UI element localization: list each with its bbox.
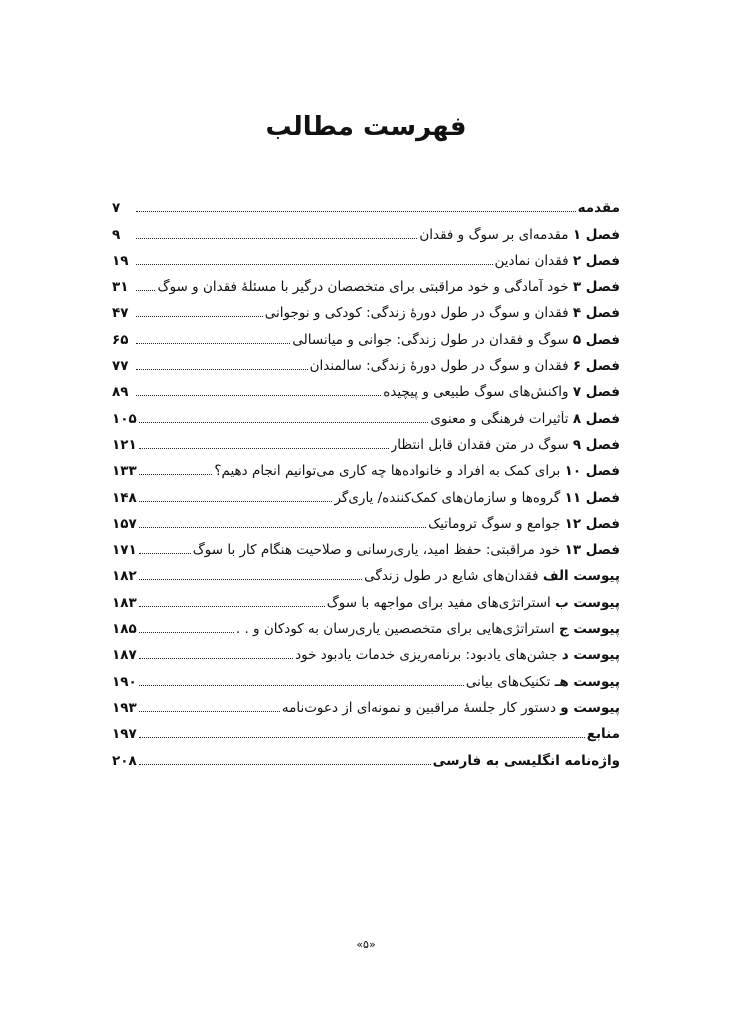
toc-entry-heading: پیوست ب	[555, 594, 620, 611]
toc-entry-label	[391, 437, 620, 453]
toc-entry-description: سوگ در متن فقدان قابل انتظار	[390, 436, 569, 453]
toc-entry-heading: فصل ۱۱	[564, 489, 620, 506]
dot-leader	[139, 474, 213, 475]
dot-leader	[136, 343, 290, 344]
toc-entry-description: برای کمک به افراد و خانواده‌ها چه کاری می‌توانیم انجام دهیم؟	[214, 463, 561, 480]
toc-entry-heading: مقدمه	[577, 200, 620, 217]
toc-entry-heading: فصل ۱۰	[564, 463, 620, 480]
toc-entry	[112, 348, 620, 374]
toc-entry	[112, 690, 620, 716]
dot-leader	[139, 685, 464, 686]
toc-entry-page: ۷۷	[112, 358, 129, 375]
toc-entry-description: خود مراقبتی: حفظ امید، یاری‌رسانی و صلاحیت هنگام کار با سوگ	[192, 542, 561, 559]
toc-entry-heading: فصل ۶	[572, 358, 620, 375]
toc-entry-heading: فصل ۳	[572, 279, 620, 296]
page-title: فهرست مطالب	[265, 112, 467, 142]
toc-entry-page: ۶۵	[112, 331, 129, 348]
toc-entry-label	[265, 305, 620, 321]
toc-entry	[112, 216, 620, 242]
toc-entry-page: ۱۹۰	[112, 673, 137, 690]
toc-entry-label	[295, 647, 620, 663]
toc-entry-page: ۸۹	[112, 384, 129, 401]
toc-entry	[112, 506, 620, 532]
toc-entry	[112, 584, 620, 610]
toc-entry-description: فقدان و سوگ در طول دورهٔ زندگی: سالمندان	[309, 358, 569, 375]
toc-entry-page: ۱۸۳	[112, 594, 137, 611]
dot-leader	[136, 395, 381, 396]
toc-entry	[112, 637, 620, 663]
toc-entry-label	[383, 384, 620, 400]
toc-entry-label	[578, 200, 620, 216]
toc-entry-page: ۱۴۸	[112, 489, 137, 506]
toc-entry-label	[236, 621, 620, 637]
toc-entry	[112, 243, 620, 269]
toc-entry	[112, 611, 620, 637]
toc-entry-heading: واژه‌نامه انگلیسی به فارسی	[432, 752, 620, 769]
toc-entry-page: ۴۷	[112, 305, 129, 322]
toc-entry-description: خود آمادگی و خود مراقبتی برای متخصصان درگیر با مسئلهٔ فقدان و سوگ	[157, 279, 569, 296]
toc-entry-label	[334, 490, 620, 506]
toc-entry-page: ۱۳۳	[112, 463, 137, 480]
toc-entry-label	[214, 463, 620, 479]
toc-entry-heading: فصل ۱	[572, 226, 620, 243]
toc-entry-heading: فصل ۱۳	[564, 542, 620, 559]
dot-leader	[136, 211, 576, 212]
toc-entry-description: واکنش‌های سوگ طبیعی و پیچیده	[383, 384, 569, 401]
toc-entry	[112, 532, 620, 558]
dot-leader	[139, 501, 333, 502]
toc-entry-label	[430, 411, 620, 427]
toc-entry-page: ۱۸۷	[112, 647, 137, 664]
toc-entry	[112, 479, 620, 505]
dot-leader	[136, 316, 263, 317]
toc-entry	[112, 453, 620, 479]
toc-entry-heading: پیوست هـ	[554, 673, 620, 690]
page-number: «۵»	[356, 938, 376, 951]
dot-leader	[139, 606, 325, 607]
toc-entry-description: جوامع و سوگ تروماتیک	[428, 515, 561, 532]
dot-leader	[136, 290, 155, 291]
toc-entry-page: ۷	[112, 200, 121, 217]
toc-entry-page: ۹	[112, 226, 121, 243]
dot-leader	[139, 448, 389, 449]
toc-entry-page: ۱۲۱	[112, 436, 137, 453]
table-of-contents	[112, 190, 620, 769]
toc-entry-description: فقدان و سوگ در طول دورهٔ زندگی: کودکی و نوجوانی	[264, 305, 569, 322]
toc-entry-description: سوگ و فقدان در طول زندگی: جوانی و میانسالی	[292, 331, 569, 348]
toc-entry-heading: فصل ۷	[572, 384, 620, 401]
toc-entry	[112, 558, 620, 584]
toc-entry-heading: پیوست الف	[542, 568, 620, 585]
toc-entry-label	[433, 753, 620, 769]
toc-entry-description: تکنیک‌های بیانی	[465, 673, 551, 690]
dot-leader	[139, 764, 431, 765]
toc-entry-heading: فصل ۹	[572, 436, 620, 453]
toc-entry-page: ۲۰۸	[112, 752, 137, 769]
toc-entry-label	[327, 595, 620, 611]
toc-entry-heading: فصل ۴	[572, 305, 620, 322]
toc-entry-label	[495, 253, 621, 269]
toc-entry-label	[157, 279, 620, 295]
dot-leader	[139, 527, 426, 528]
toc-entry-heading: فصل ۵	[572, 331, 620, 348]
toc-entry	[112, 742, 620, 768]
toc-entry-label	[282, 700, 620, 716]
toc-entry-description: دستور کار جلسهٔ مراقبین و نمونه‌ای از دعوت‌نامه	[281, 699, 556, 716]
toc-entry-description: جشن‌های یادبود: برنامه‌ریزی خدمات یادبود خود	[295, 647, 558, 664]
toc-entry-heading: فصل ۸	[572, 410, 620, 427]
toc-entry-description: مقدمه‌ای بر سوگ و فقدان	[419, 226, 569, 243]
toc-entry-page: ۳۱	[112, 279, 129, 296]
toc-entry-page: ۱۸۵	[112, 621, 137, 638]
toc-entry	[112, 321, 620, 347]
toc-entry-heading: پیوست د	[561, 647, 620, 664]
toc-entry-heading: پیوست ج	[558, 621, 620, 638]
toc-entry-description: استراتژی‌های مفید برای مواجهه با سوگ	[326, 594, 551, 611]
toc-entry-label	[419, 227, 620, 243]
toc-entry-page: ۱۹۳	[112, 699, 137, 716]
toc-entry-heading: فصل ۱۲	[564, 515, 620, 532]
dot-leader	[136, 238, 417, 239]
toc-entry-page: ۱۹	[112, 252, 129, 269]
toc-entry-label	[292, 332, 620, 348]
dot-leader	[139, 658, 293, 659]
toc-entry-label	[310, 358, 620, 374]
dot-leader	[139, 553, 191, 554]
toc-entry-page: ۱۵۷	[112, 515, 137, 532]
toc-entry-description: گروه‌ها و سازمان‌های کمک‌کننده/ یاری‌گر	[334, 489, 561, 506]
toc-entry	[112, 295, 620, 321]
toc-entry-description: فقدان‌های شایع در طول زندگی	[364, 568, 539, 585]
toc-entry-label	[364, 568, 620, 584]
toc-entry	[112, 269, 620, 295]
dot-leader	[136, 369, 308, 370]
dot-leader	[139, 579, 362, 580]
dot-leader	[139, 422, 429, 423]
toc-entry-label	[428, 516, 620, 532]
toc-entry	[112, 400, 620, 426]
toc-entry-page: ۱۸۲	[112, 568, 137, 585]
toc-entry-page: ۱۰۵	[112, 410, 137, 427]
toc-entry	[112, 716, 620, 742]
toc-entry-heading: منابع	[586, 726, 620, 743]
toc-entry	[112, 190, 620, 216]
toc-entry-page: ۱۷۱	[112, 542, 137, 559]
toc-entry-label	[193, 542, 620, 558]
dot-leader	[139, 632, 234, 633]
toc-entry-description: فقدان نمادین	[494, 252, 569, 269]
toc-entry	[112, 663, 620, 689]
toc-entry	[112, 427, 620, 453]
toc-entry-label	[587, 726, 620, 742]
toc-entry-heading: پیوست و	[560, 699, 620, 716]
dot-leader	[139, 737, 585, 738]
toc-entry-description: تأثیرات فرهنگی و معنوی	[430, 410, 569, 427]
dot-leader	[139, 711, 280, 712]
dot-leader	[136, 264, 493, 265]
toc-entry-page: ۱۹۷	[112, 726, 137, 743]
toc-entry-label	[466, 674, 620, 690]
toc-entry-description: استراتژی‌هایی برای متخصصین یاری‌رسان به کودکان و . .	[235, 621, 555, 638]
toc-entry-heading: فصل ۲	[572, 252, 620, 269]
toc-entry	[112, 374, 620, 400]
